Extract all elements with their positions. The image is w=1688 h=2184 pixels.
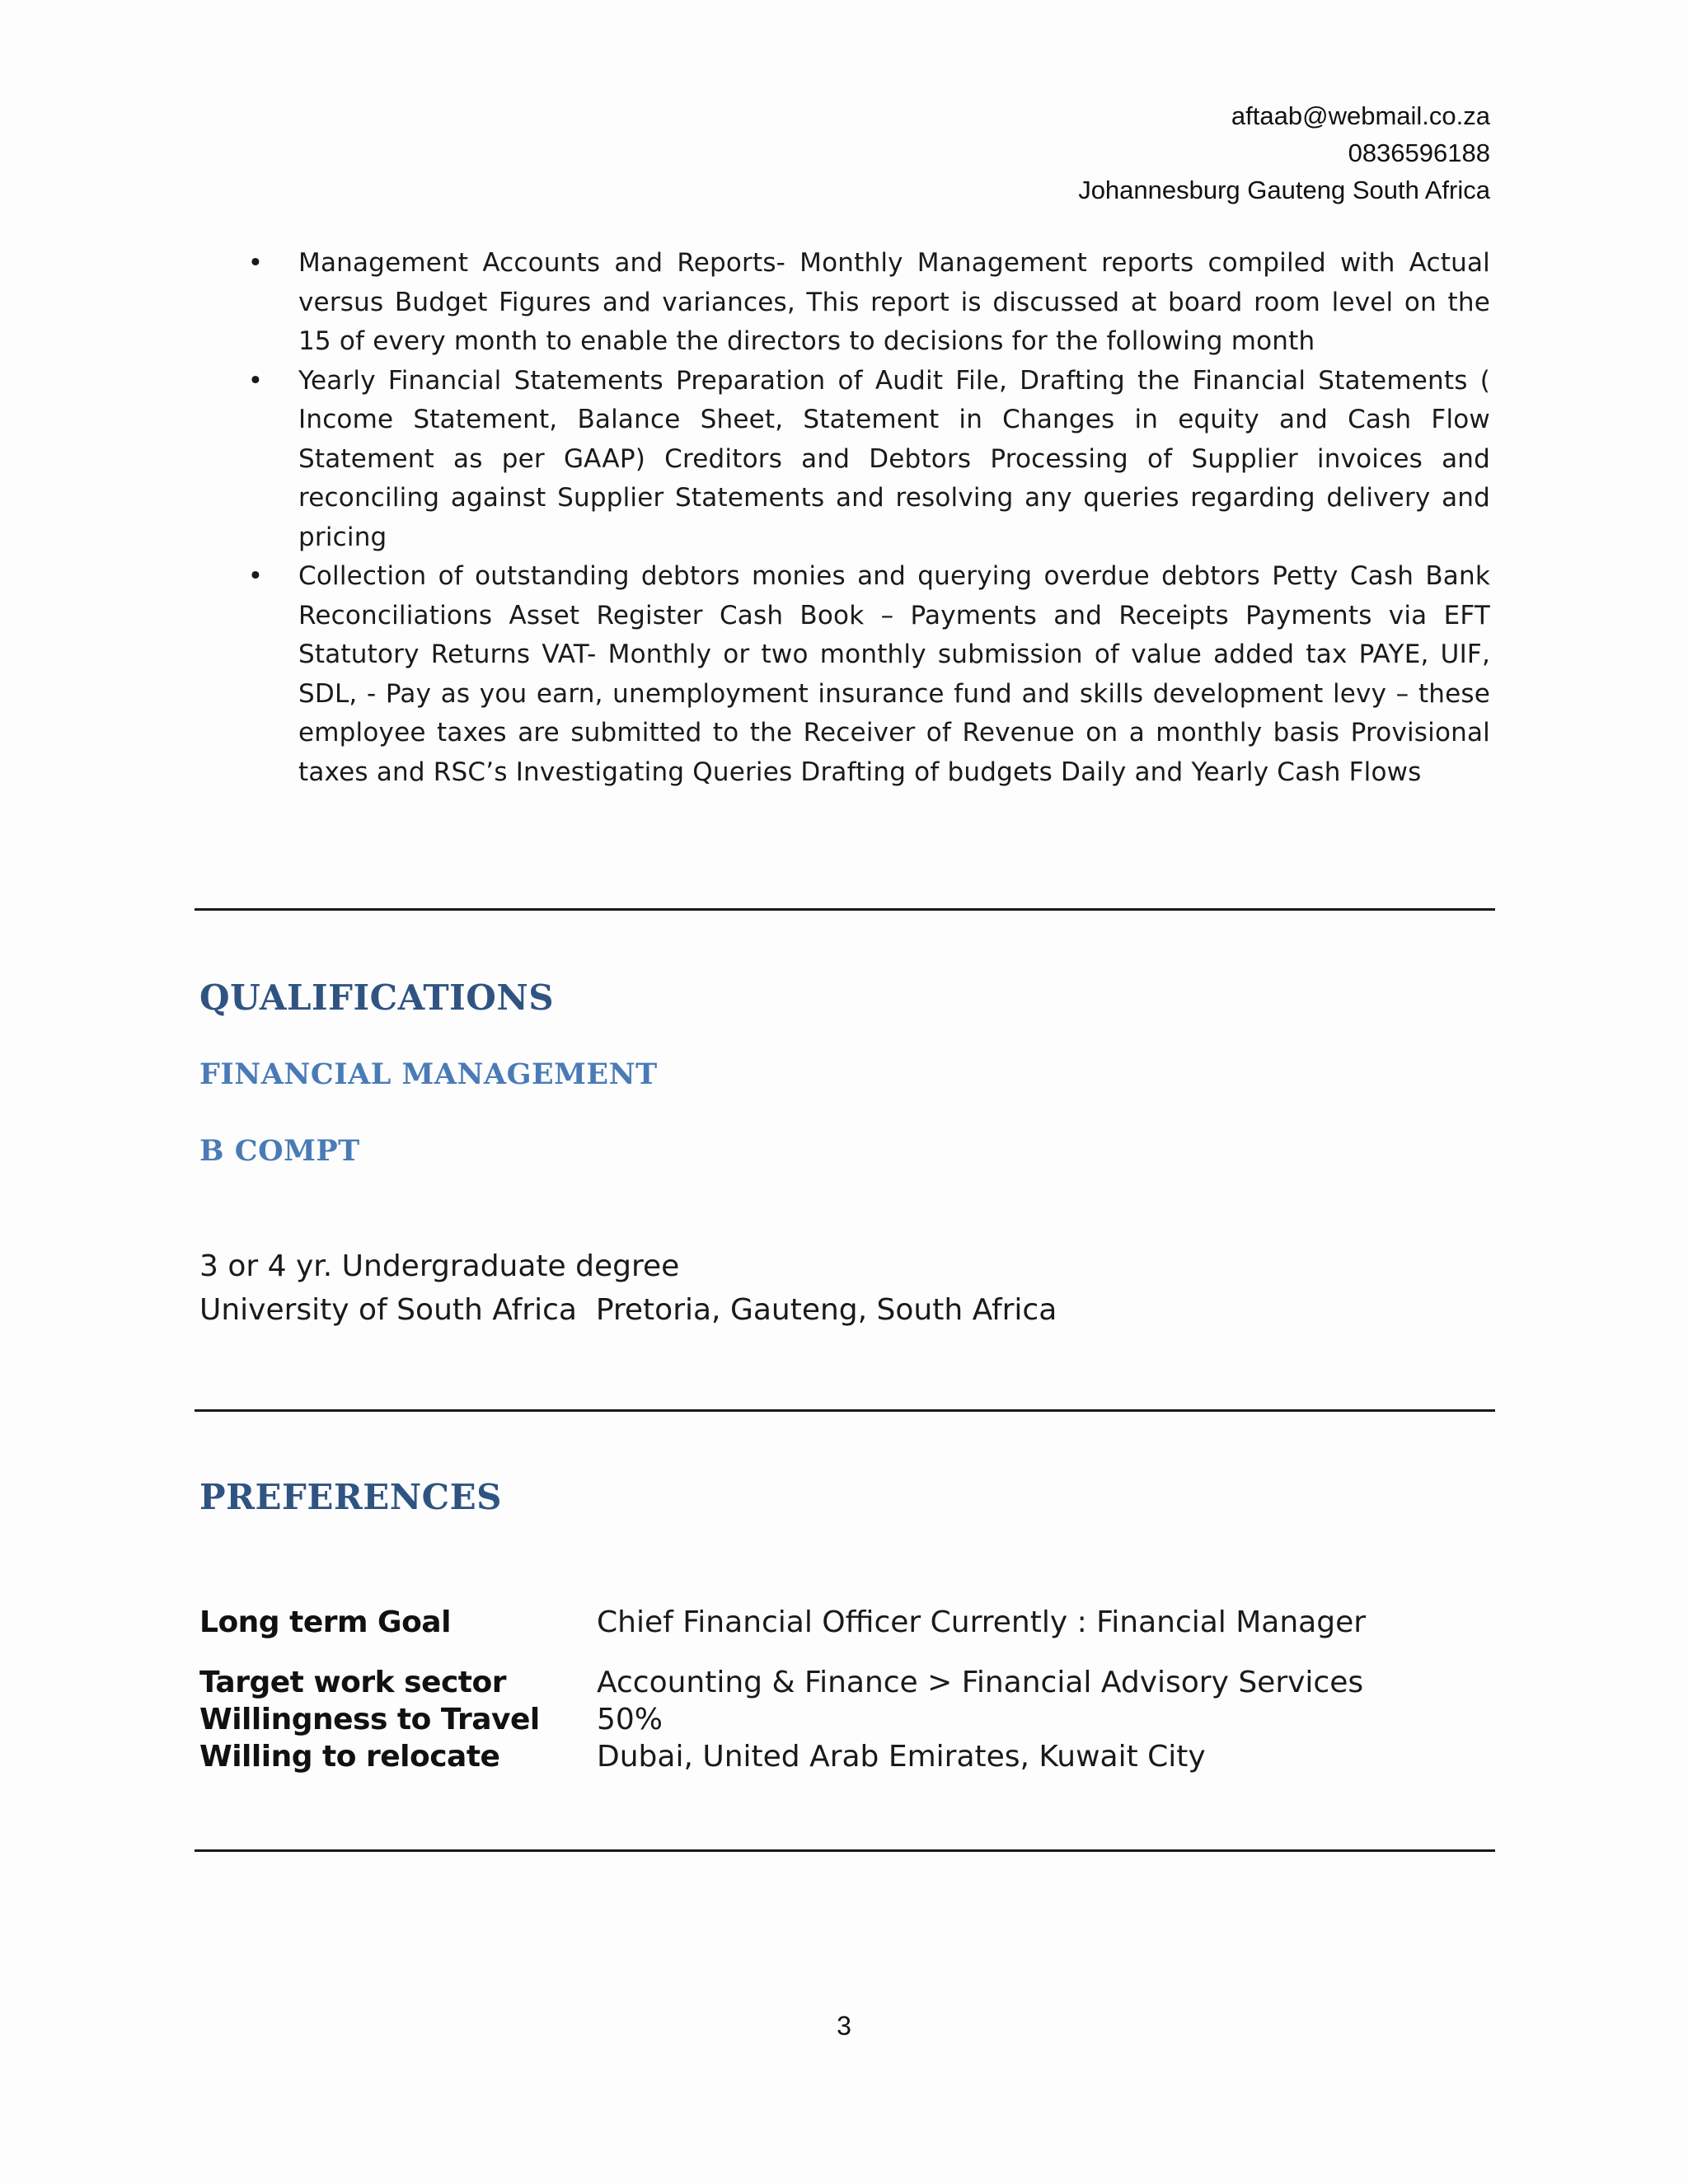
bullet-icon: • <box>247 561 264 591</box>
bullet-icon: • <box>247 365 264 396</box>
degree-details <box>199 1244 1057 1332</box>
contact-phone: 0836596188 <box>1348 138 1490 167</box>
section-divider <box>195 908 1495 911</box>
contact-email[interactable]: aftaab@webmail.co.za <box>1231 101 1490 130</box>
bullet-text: Yearly Financial Statements Preparation of Audit File, Drafting the Financial Statements ( Income Statement, Balance Sheet, Statement in Changes in equity and Cash Flow Statement as per GAAP) Creditors and Debtors Processing of Supplier invoices and reconciling against Supplier Statements and resolving any queries regarding delivery and pricing <box>298 365 1490 552</box>
section-divider <box>195 1849 1495 1852</box>
preference-value: Chief Financial Officer Currently : Financial Manager <box>597 1605 1367 1639</box>
preference-value: Dubai, United Arab Emirates, Kuwait City <box>597 1740 1206 1774</box>
preference-label: Target work sector <box>199 1666 506 1699</box>
preference-label: Long term Goal <box>199 1605 451 1639</box>
bullet-text: Collection of outstanding debtors monies and querying overdue debtors Petty Cash Bank Reconciliations Asset Register Cash Book – Payments and Receipts Payments via EFT Statutory Returns VAT- Monthly or two monthly submission of value added tax PAYE, UIF, SDL, - Pay as you earn, unemployment insurance fund and skills development levy – these employee taxes are submitted to the Receiver of Revenue on a monthly basis Provisional taxes and RSC’s Investigating Queries Drafting of budgets Daily and Yearly Cash Flows <box>298 561 1490 787</box>
contact-location: Johannesburg Gauteng South Africa <box>1078 176 1490 204</box>
qualifications-heading: QUALIFICATIONS <box>199 977 555 1018</box>
list-item <box>247 557 1490 792</box>
preference-value: 50% <box>597 1703 663 1736</box>
preference-label: Willingness to Travel <box>199 1703 540 1736</box>
degree-institution: University of South Africa Pretoria, Gauteng, South Africa <box>199 1293 1057 1327</box>
preference-value: Accounting & Finance > Financial Advisory Services <box>597 1666 1364 1699</box>
contact-block <box>1078 97 1490 209</box>
degree-level: 3 or 4 yr. Undergraduate degree <box>199 1249 680 1283</box>
bullet-icon: • <box>247 248 264 278</box>
qualification-field: FINANCIAL MANAGEMENT <box>199 1057 658 1091</box>
experience-bullet-list <box>247 244 1490 792</box>
page-number: 3 <box>837 2011 851 2041</box>
qualification-degree-name: B COMPT <box>199 1134 360 1168</box>
list-item <box>247 362 1490 558</box>
bullet-text: Management Accounts and Reports- Monthly Management reports compiled with Actual versus Budget Figures and variances, This report is discussed at board room level on the 15 of every month to enable the directors to decisions for the following month <box>298 248 1490 356</box>
list-item <box>247 244 1490 362</box>
preference-label: Willing to relocate <box>199 1740 500 1774</box>
section-divider <box>195 1409 1495 1412</box>
preferences-heading: PREFERENCES <box>199 1477 502 1517</box>
